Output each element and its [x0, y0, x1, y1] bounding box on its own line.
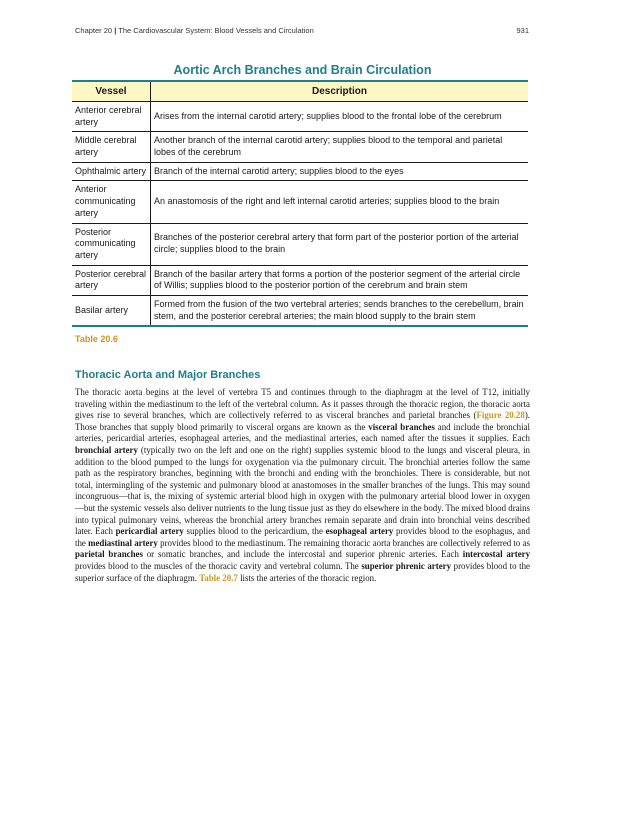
term-parietal-branches: parietal branches [75, 549, 143, 560]
vessel-cell: Basilar artery [72, 295, 151, 326]
term-intercostal-artery: intercostal artery [462, 549, 531, 560]
table-row [72, 102, 528, 132]
column-header-description: Description [151, 81, 529, 102]
vessel-cell: Posterior cerebral artery [72, 265, 151, 295]
table-row [72, 181, 528, 223]
description-cell: Branches of the posterior cerebral artery that form part of the posterior portion of the arterial circle; supplies blood to the brain [151, 223, 529, 265]
body-paragraph: The thoracic aorta begins at the level of vertebra T5 and continues through to the diaphragm at the level of T12, initially traveling within the mediastinum to the left of the vertebral column. As it passes through the thoracic region, the thoracic aorta gives rise to several branches, which are collectively referred to as visceral branches and parietal branches (Figure 20.28). Those branches that supply blood primarily to visceral organs are known as the visceral branches and include the bronchial arteries, pericardial arteries, esophageal arteries, and the mediastinal arteries, each named after the tissues it supplies. Each bronchial artery (typically two on the left and one on the right) supplies systemic blood to the lungs and visceral pleura, in addition to the blood pumped to the lungs for oxygenation via the pulmonary circuit. The bronchial arteries follow the same path as the respiratory branches, beginning with the bronchi and ending with the bronchioles. There is considerable, but not total, intermingling of the systemic and pulmonary blood at anastomoses in the smaller branches of the lungs. This may sound incongruous—that is, the mixing of systemic arterial blood high in oxygen with the pulmonary arterial blood lower in oxygen—but the systemic vessels also deliver nutrients to the lung tissue just as they do elsewhere in the body. The mixed blood drains into typical pulmonary veins, whereas the bronchial artery branches remain separate and drain into bronchial veins described later. Each pericardial artery supplies blood to the pericardium, the esophageal artery provides blood to the esophagus, and the mediastinal artery provides blood to the mediastinum. The remaining thoracic aorta branches are collectively referred to as parietal branches or somatic branches, and include the intercostal and superior phrenic arteries. Each intercostal artery provides blood to the muscles of the thoracic cavity and vertebral column. The superior phrenic artery provides blood to the superior surface of the diaphragm. Table 20.7 lists the arteries of the thoracic region. [75, 387, 531, 583]
description-cell: Branch of the basilar artery that forms a portion of the posterior segment of the arterial circle of Willis; supplies blood to the posterior portion of the cerebrum and brain stem [151, 265, 529, 295]
vessel-cell: Anterior communicating artery [72, 181, 151, 223]
term-esophageal-artery: esophageal artery [325, 526, 394, 537]
running-title: Chapter 20 | The Cardiovascular System: Blood Vessels and Circulation [75, 26, 314, 35]
description-cell: An anastomosis of the right and left internal carotid arteries; supplies blood to the brain [151, 181, 529, 223]
vessel-table [72, 80, 528, 327]
table-row [72, 295, 528, 326]
description-cell: Formed from the fusion of the two vertebral arteries; sends branches to the cerebellum, brain stem, and the posterior cerebral arteries; the main blood supply to the brain stem [151, 295, 529, 326]
table-row [72, 223, 528, 265]
term-superior-phrenic-artery: superior phrenic artery [361, 560, 452, 571]
vessel-cell: Ophthalmic artery [72, 162, 151, 181]
vessel-cell: Posterior communicating artery [72, 223, 151, 265]
table-title: Aortic Arch Branches and Brain Circulation [173, 63, 432, 77]
description-cell: Arises from the internal carotid artery; supplies blood to the frontal lobe of the cerebrum [151, 102, 529, 132]
section-heading: Thoracic Aorta and Major Branches [75, 369, 261, 381]
term-pericardial-artery: pericardial artery [115, 526, 184, 537]
header-separator: | [114, 26, 117, 35]
description-cell: Another branch of the internal carotid artery; supplies blood to the temporal and parietal lobes of the cerebrum [151, 132, 529, 162]
column-header-vessel: Vessel [72, 81, 151, 102]
table-reference-link[interactable]: Table 20.7 [199, 572, 238, 583]
vessel-cell: Middle cerebral artery [72, 132, 151, 162]
term-bronchial-artery: bronchial artery [75, 444, 138, 455]
table-caption: Table 20.6 [75, 334, 118, 344]
figure-reference-link[interactable]: Figure 20.28 [476, 410, 525, 421]
vessel-cell: Anterior cerebral artery [72, 102, 151, 132]
table-row [72, 132, 528, 162]
description-cell: Branch of the internal carotid artery; supplies blood to the eyes [151, 162, 529, 181]
term-visceral-branches: visceral branches [368, 421, 435, 432]
term-mediastinal-artery: mediastinal artery [88, 537, 158, 548]
table-row [72, 265, 528, 295]
table-header-row [72, 81, 528, 102]
table-row [72, 162, 528, 181]
page-number: 931 [516, 26, 529, 35]
page-header [75, 26, 529, 35]
